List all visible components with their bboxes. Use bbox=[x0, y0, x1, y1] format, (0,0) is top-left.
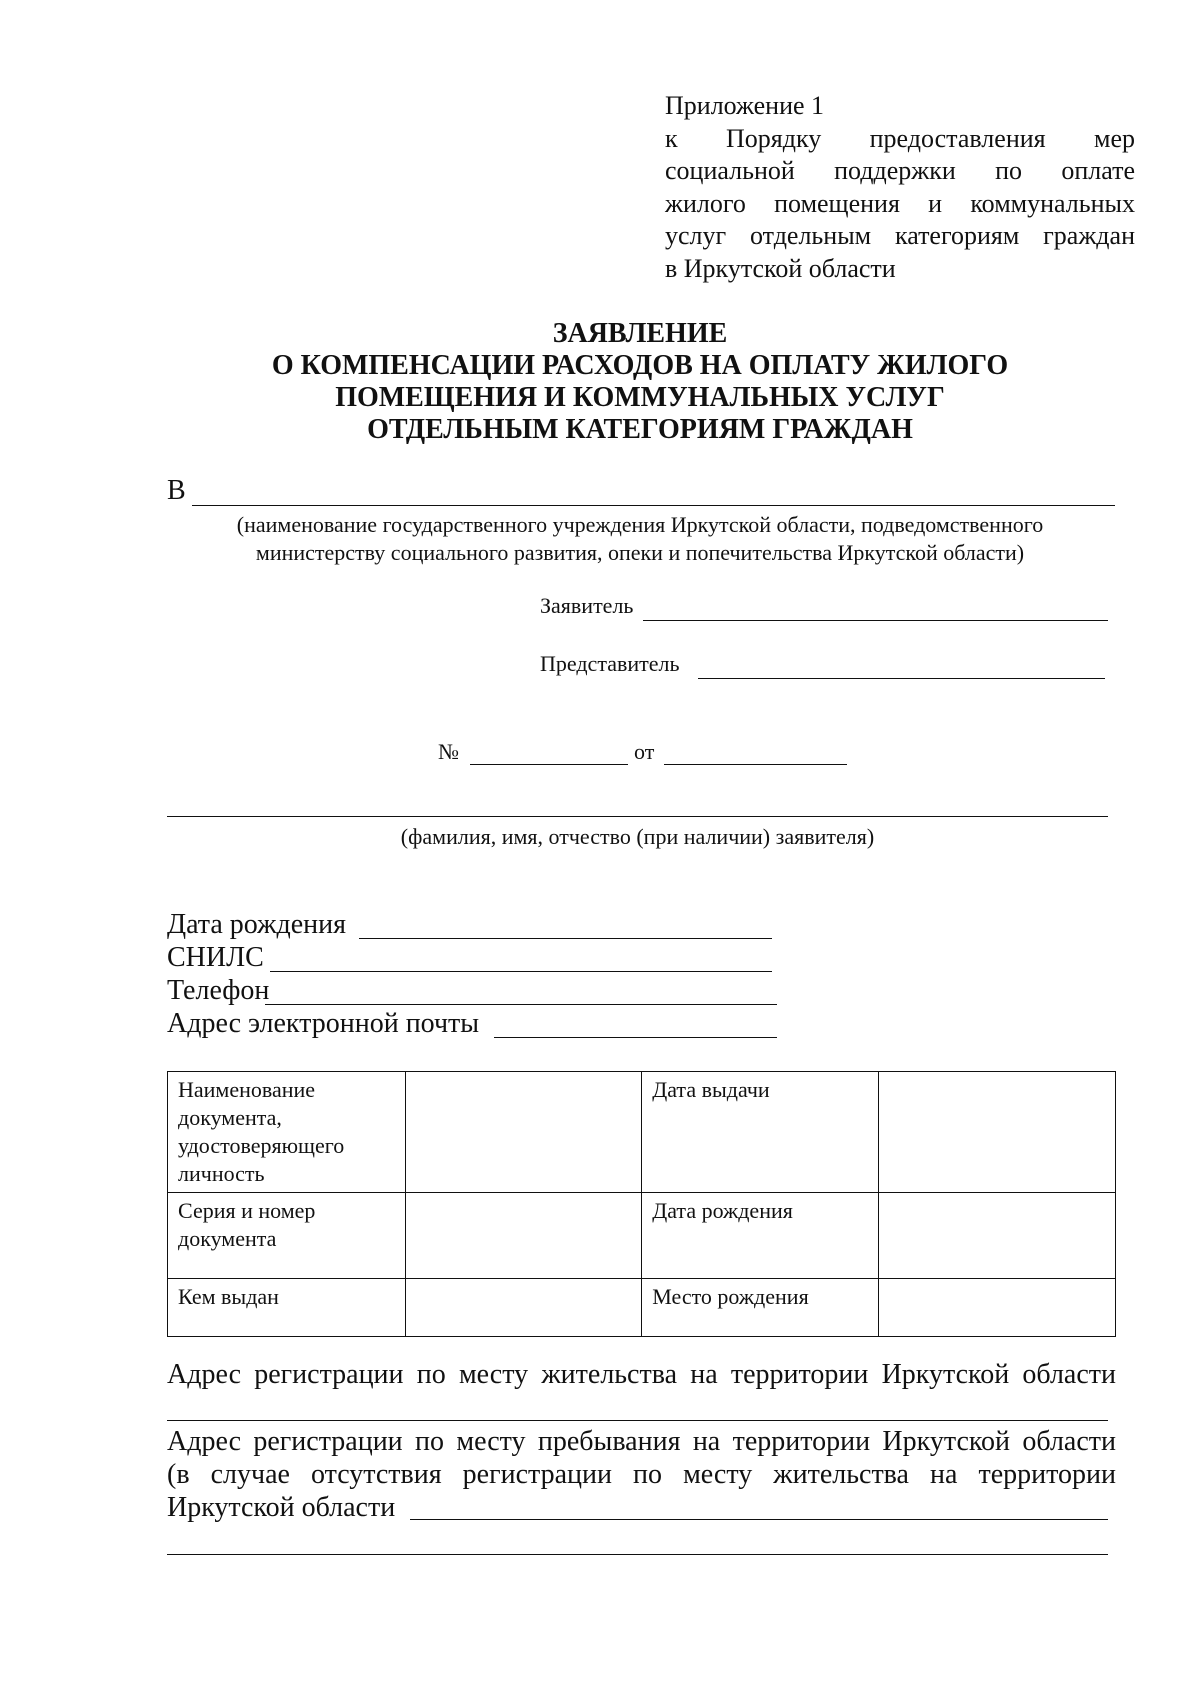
appendix-block bbox=[665, 90, 1135, 285]
phone-field[interactable] bbox=[265, 1004, 777, 1005]
table-label-cell: Дата рождения bbox=[642, 1193, 879, 1279]
number-field[interactable] bbox=[470, 764, 628, 765]
stay-address-line: (в случае отсутствия регистрации по месту жительства на территории bbox=[167, 1459, 1116, 1490]
series-number-value[interactable] bbox=[405, 1193, 642, 1279]
snils-label: СНИЛС bbox=[167, 942, 264, 973]
appendix-title: Приложение 1 bbox=[665, 91, 825, 120]
recipient-prefix: В bbox=[167, 475, 186, 506]
recipient-hint-line: (наименование государственного учреждения Иркутской области, подведомственного bbox=[236, 512, 1044, 537]
applicant-label: Заявитель bbox=[540, 593, 634, 618]
appendix-line: в Иркутской области bbox=[665, 253, 896, 283]
title-line: ПОМЕЩЕНИЯ И КОММУНАЛЬНЫХ УСЛУГ bbox=[335, 382, 945, 413]
table-row bbox=[168, 1072, 1116, 1193]
title-line: О КОМПЕНСАЦИИ РАСХОДОВ НА ОПЛАТУ ЖИЛОГО bbox=[271, 350, 1009, 381]
stay-address-line: Адрес регистрации по месту пребывания на территории Иркутской области bbox=[167, 1426, 1116, 1457]
appendix-line: услуг отдельным категориям граждан bbox=[665, 221, 1135, 250]
table-label-cell: Дата выдачи bbox=[642, 1072, 879, 1193]
email-label: Адрес электронной почты bbox=[167, 1008, 480, 1039]
fio-field[interactable] bbox=[167, 816, 1108, 817]
stay-address-field[interactable] bbox=[410, 1519, 1108, 1520]
date-field[interactable] bbox=[664, 764, 847, 765]
birth-place-value[interactable] bbox=[879, 1279, 1116, 1337]
snils-field[interactable] bbox=[270, 971, 772, 972]
recipient-hint bbox=[160, 511, 1120, 567]
birth-date-label: Дата рождения bbox=[167, 909, 346, 940]
number-label: № bbox=[438, 739, 459, 764]
document-name-value[interactable] bbox=[405, 1072, 642, 1193]
document-title bbox=[160, 318, 1120, 446]
appendix-line: к Порядку предоставления мер bbox=[665, 123, 1135, 153]
stay-address-field-continued[interactable] bbox=[167, 1554, 1108, 1555]
issue-date-value[interactable] bbox=[879, 1072, 1116, 1193]
table-row bbox=[168, 1193, 1116, 1279]
representative-field[interactable] bbox=[698, 678, 1105, 679]
stay-address-block bbox=[167, 1425, 1116, 1524]
residence-address-label: Адрес регистрации по месту жительства на территории Иркутской области bbox=[167, 1359, 1116, 1390]
appendix-line: социальной поддержки по оплате bbox=[665, 156, 1135, 185]
title-line: ОТДЕЛЬНЫМ КАТЕГОРИЯМ ГРАЖДАН bbox=[367, 414, 913, 445]
email-field[interactable] bbox=[494, 1037, 777, 1038]
recipient-field[interactable] bbox=[192, 505, 1115, 506]
table-label-cell: Кем выдан bbox=[168, 1279, 406, 1337]
stay-address-line: Иркутской области bbox=[167, 1492, 396, 1523]
appendix-line: жилого помещения и коммунальных bbox=[665, 188, 1135, 218]
date-label: от bbox=[634, 739, 655, 764]
issued-by-value[interactable] bbox=[405, 1279, 642, 1337]
fio-hint: (фамилия, имя, отчество (при наличии) заявителя) bbox=[400, 824, 875, 849]
applicant-field[interactable] bbox=[643, 620, 1108, 621]
table-label-cell: Серия и номер документа bbox=[168, 1193, 406, 1279]
representative-label: Представитель bbox=[540, 651, 680, 676]
table-row bbox=[168, 1279, 1116, 1337]
residence-address-field[interactable] bbox=[167, 1420, 1108, 1421]
id-document-table bbox=[167, 1071, 1116, 1337]
table-label-cell: Место рождения bbox=[642, 1279, 879, 1337]
table-label-cell: Наименование документа, удостоверяющего личность bbox=[168, 1072, 406, 1193]
phone-label: Телефон bbox=[167, 975, 270, 1006]
birth-date-value[interactable] bbox=[879, 1193, 1116, 1279]
recipient-hint-line: министерству социального развития, опеки и попечительства Иркутской области) bbox=[255, 540, 1025, 565]
residence-address-block bbox=[167, 1358, 1116, 1391]
birth-date-field[interactable] bbox=[359, 938, 772, 939]
title-line: ЗАЯВЛЕНИЕ bbox=[552, 318, 728, 349]
